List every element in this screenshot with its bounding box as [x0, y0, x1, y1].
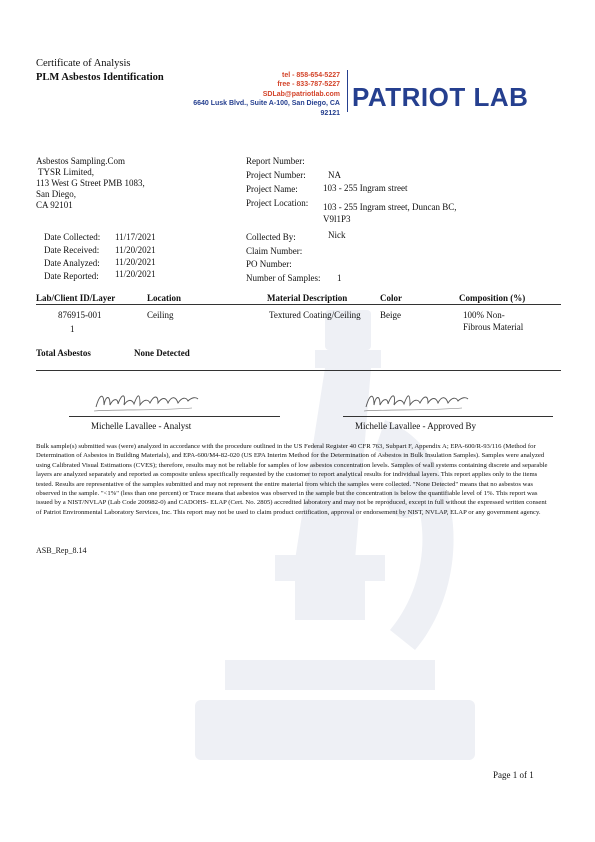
microscope-watermark-icon — [175, 300, 475, 780]
cell-lab-id: 876915-001 — [58, 310, 102, 320]
project-location-line2: V9l1P3 — [323, 214, 351, 224]
report-number-label: Report Number: — [246, 156, 305, 166]
patriot-lab-logo: PATRIOT LAB — [352, 82, 529, 112]
cell-color: Beige — [380, 310, 401, 320]
th-color: Color — [380, 293, 402, 303]
total-asbestos-value: None Detected — [134, 348, 190, 358]
cell-layer: 1 — [70, 324, 75, 334]
contact-block — [180, 71, 340, 118]
approver-signature-line — [343, 416, 553, 417]
client-line5: CA 92101 — [36, 200, 73, 210]
project-name-label: Project Name: — [246, 184, 298, 194]
date-collected-label: Date Collected: — [44, 232, 101, 242]
samples-count: 1 — [337, 273, 342, 283]
cell-material: Textured Coating/Ceiling — [269, 310, 361, 320]
approver-signature — [362, 389, 472, 415]
project-location-line1: 103 - 255 Ingram street, Duncan BC, — [323, 202, 457, 212]
contact-email: SDLab@patriotlab.com — [262, 90, 340, 98]
contact-free: free - 833-787-5227 — [277, 81, 340, 89]
date-received: 11/20/2021 — [115, 245, 156, 255]
project-number-label: Project Number: — [246, 170, 306, 180]
client-line3: 113 West G Street PMB 1083, — [36, 178, 145, 188]
header-divider — [347, 70, 348, 112]
date-reported-label: Date Reported: — [44, 271, 99, 281]
cell-location: Ceiling — [147, 310, 174, 320]
total-asbestos-label: Total Asbestos — [36, 348, 91, 358]
client-line2: TYSR Limited, — [38, 167, 94, 177]
form-code: ASB_Rep_8.14 — [36, 546, 87, 555]
analyst-name: Michelle Lavallee - Analyst — [91, 421, 192, 431]
analyst-signature — [92, 389, 202, 415]
collected-by: Nick — [328, 230, 346, 240]
total-rule — [36, 370, 561, 371]
date-collected: 11/17/2021 — [115, 232, 156, 242]
analyst-signature-line — [69, 416, 280, 417]
contact-tel: tel - 858-654-5227 — [282, 72, 340, 79]
po-number-label: PO Number: — [246, 259, 292, 269]
th-lab-id: Lab/Client ID/Layer — [36, 293, 116, 303]
cell-composition-line1: 100% Non- — [463, 310, 505, 320]
page-number: Page 1 of 1 — [493, 770, 534, 780]
client-address — [36, 156, 145, 211]
doc-type: Certificate of Analysis — [36, 58, 131, 69]
collected-by-label: Collected By: — [246, 232, 296, 242]
doc-title: PLM Asbestos Identification — [36, 72, 164, 83]
th-composition: Composition (%) — [459, 293, 526, 303]
project-location-label: Project Location: — [246, 198, 309, 208]
date-reported: 11/20/2021 — [115, 269, 156, 279]
date-analyzed: 11/20/2021 — [115, 257, 156, 267]
contact-address: 6640 Lusk Blvd., Suite A-100, San Diego, CA 92121 — [193, 100, 340, 117]
client-line4: San Diego, — [36, 189, 76, 199]
project-name: 103 - 255 Ingram street — [323, 183, 408, 193]
claim-number-label: Claim Number: — [246, 246, 303, 256]
project-number: NA — [328, 170, 341, 180]
approver-name: Michelle Lavallee - Approved By — [355, 421, 476, 431]
th-location: Location — [147, 293, 182, 303]
table-header-rule — [36, 304, 561, 305]
client-line1: Asbestos Sampling.Com — [36, 156, 126, 166]
disclaimer-notes: Bulk sample(s) submitted was (were) analyzed in accordance with the procedure outlined in the US Federal Register 40 CFR 763, Subpart F, Appendix A; EPA-600/R-93/116 (Method for Determination of Asbestos in Building Materials), and EPA-600/M4-82-020 (US EPA Interim Method for the Determination of Asbestos in Bulk Insulation Samples). Samples were analyzed using Calibrated Visual Estimations (CVES); therefore, results may not be reliable for samples of low asbestos concentration levels. Samples of wall systems containing discrete and separable layers are analyzed separately and reported as composite unless specifically requested by the customer to report analytical results for individual layers. This report applies only to the items tested. Results are representative of the samples submitted and may not represent the entire material from which the samples were collected. "None Detected" means that no asbestos was observed in the sample. "<1%" (less than one percent) or Trace means that asbestos was observed in the sample but the concentration is below the quantifiable level of 1%. This report was issued by a NIST/NVLAP (Lab Code 200982-0) and CADOHS- ELAP (Cert. No. 2805) accredited laboratory and may not be reproduced, except in full without the expressed written consent of Patriot Environmental Laboratory Services, Inc. This report may not be used to claim product certification, approval or endorsement by NIST, NVLAP, ELAP or any government agency. — [36, 443, 548, 516]
th-material: Material Description — [267, 293, 348, 303]
samples-label: Number of Samples: — [246, 273, 321, 283]
date-analyzed-label: Date Analyzed: — [44, 258, 100, 268]
cell-composition-line2: Fibrous Material — [463, 322, 524, 332]
date-received-label: Date Received: — [44, 245, 100, 255]
